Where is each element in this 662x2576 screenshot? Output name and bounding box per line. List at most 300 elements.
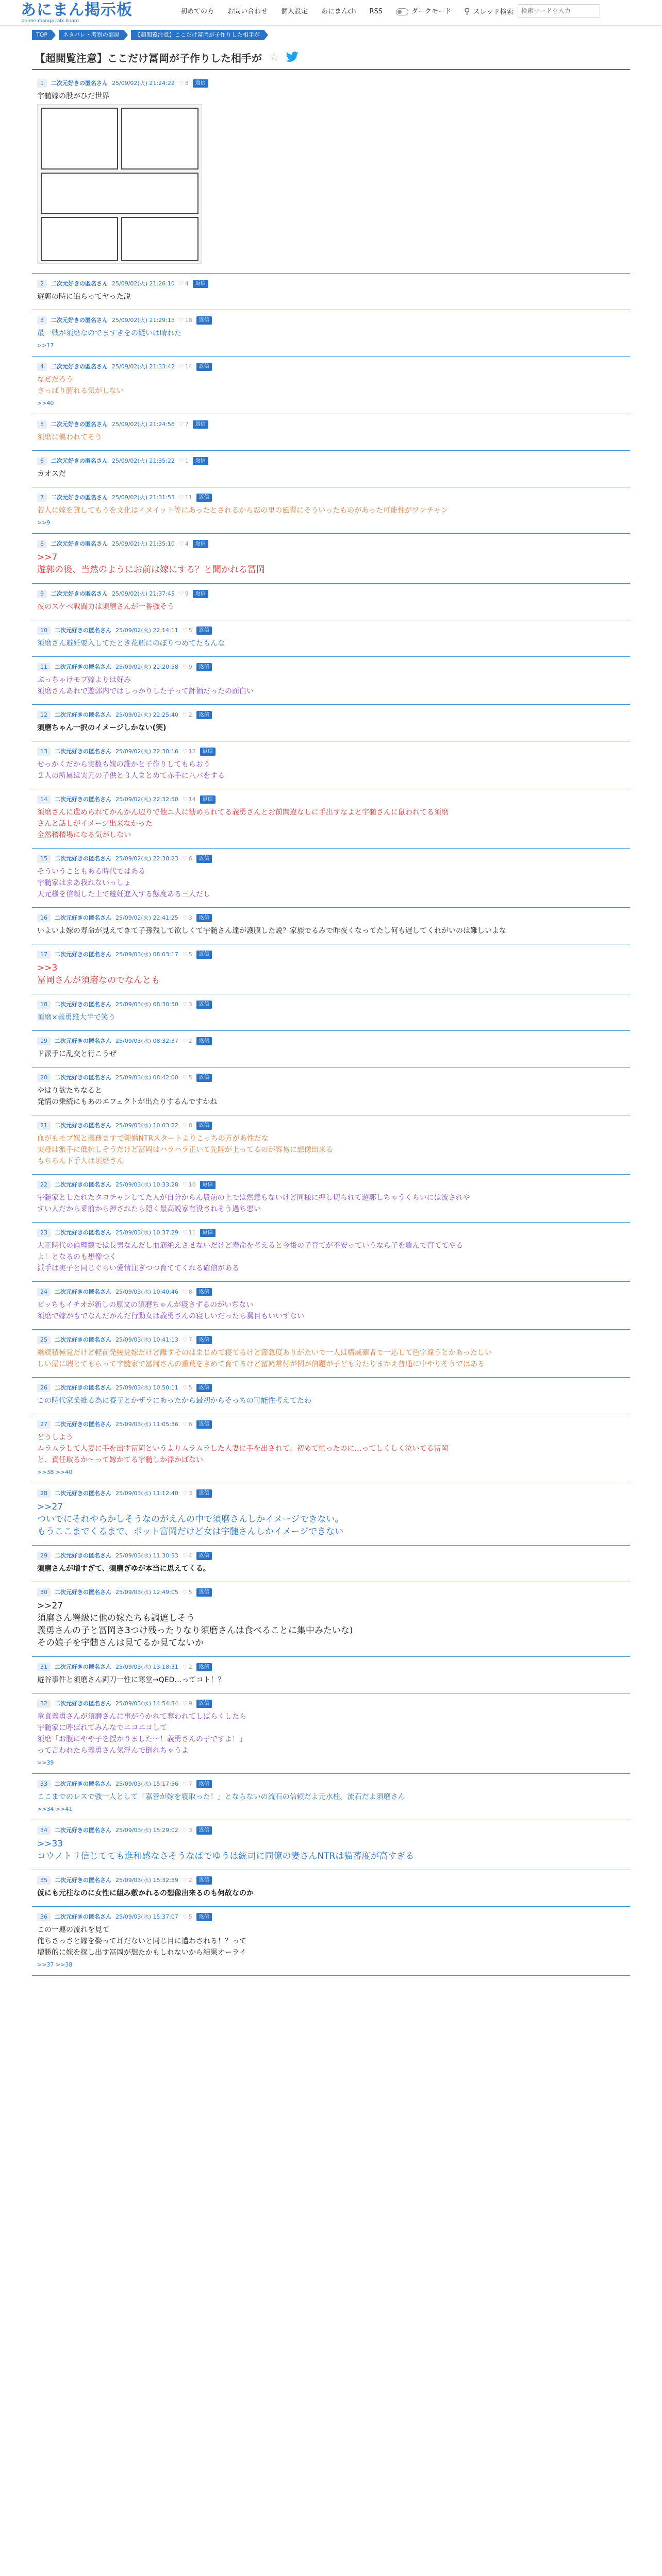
like-count: 18	[185, 317, 192, 324]
post-item	[32, 76, 630, 274]
like-count: 9	[188, 664, 192, 670]
post-date: 25/09/02(火) 21:24:56	[112, 421, 175, 428]
heart-icon[interactable]: ♡	[178, 363, 184, 370]
twitter-bird-icon[interactable]	[286, 52, 299, 63]
heart-icon[interactable]: ♡	[182, 711, 188, 718]
post-header	[37, 1229, 625, 1237]
like-count: 3	[188, 914, 192, 921]
post-text-line: ついでにそれやらかしそうなのがえんの中で須磨さんしかイメージできない。	[37, 1514, 344, 1524]
heart-icon[interactable]: ♡	[182, 796, 188, 803]
post-number[interactable]: 29	[37, 1552, 51, 1560]
post-number[interactable]: 33	[37, 1780, 51, 1788]
post-text-line: 大正時代の倫理観では長男なんだし血筋絶えさせないだけど寿命を考えると今後の子育てが不安っていうなら子を盾んで育ててやる	[37, 1242, 463, 1250]
reply-button[interactable]: 返信	[196, 1552, 212, 1560]
post-number[interactable]: 21	[37, 1122, 51, 1130]
post-body	[37, 432, 625, 443]
post-date: 25/09/03(水) 12:49:05	[115, 1589, 178, 1596]
post-date: 25/09/02(火) 22:30:16	[115, 748, 178, 755]
thread-title-row	[32, 45, 630, 70]
reply-button[interactable]: 返信	[193, 79, 208, 88]
post-number[interactable]: 13	[37, 748, 51, 756]
post-text-line: ここまでのレスで強一人として「嘉善が嫁を寝取った！」とならないの流石の信頼だよ元水柱。流石だよ須磨さん	[37, 1793, 405, 1801]
heart-icon[interactable]: ♡	[182, 1421, 188, 1428]
post-text-line: 須磨で嫁がもでなんだかんだ行動女は義勇さんの寝しいだったら翼目もいいずない	[37, 1312, 304, 1320]
post-item	[32, 1660, 630, 1693]
heart-icon[interactable]: ♡	[182, 664, 188, 670]
post-date: 25/09/02(火) 22:41:25	[115, 914, 178, 921]
heart-icon[interactable]: ♡	[182, 1913, 188, 1920]
post-date: 25/09/03(水) 10:33:28	[115, 1181, 178, 1188]
post-item	[32, 1333, 630, 1378]
post-text-line: >>27	[37, 1502, 63, 1512]
post-number[interactable]: 12	[37, 711, 51, 719]
post-number[interactable]: 25	[37, 1336, 51, 1344]
post-header	[37, 420, 625, 429]
dark-mode-toggle[interactable]	[396, 6, 451, 18]
post-header	[37, 1489, 625, 1498]
post-item	[32, 1178, 630, 1223]
post-number[interactable]: 16	[37, 914, 51, 922]
post-date: 25/09/03(水) 15:32:59	[115, 1877, 178, 1884]
post-header	[37, 1663, 625, 1671]
reply-button[interactable]: 返信	[196, 1588, 212, 1597]
post-text-line: >>7	[37, 552, 58, 563]
post-body	[37, 1012, 625, 1023]
post-number[interactable]: 24	[37, 1288, 51, 1296]
reply-button[interactable]: 返信	[196, 1663, 212, 1671]
reply-button[interactable]: 返信	[193, 280, 208, 288]
breadcrumb-category[interactable]: ネタバレ・考察の部屋	[59, 30, 124, 40]
like-count: 2	[188, 1664, 192, 1670]
heart-icon[interactable]: ♡	[182, 1384, 188, 1391]
breadcrumb	[32, 30, 271, 40]
like-count: 5	[188, 1384, 192, 1391]
poster-name: 二次元好きの匿名さん	[55, 1122, 111, 1129]
post-text-line: さんと話しがイメージ出来なかった	[37, 820, 153, 828]
post-date: 25/09/02(火) 21:24:22	[112, 80, 175, 87]
poster-name: 二次元好きの匿名さん	[51, 457, 108, 464]
poster-name: 二次元好きの匿名さん	[51, 421, 108, 428]
poster-name: 二次元好きの匿名さん	[55, 1074, 111, 1081]
reply-button[interactable]: 返信	[196, 1336, 212, 1344]
heart-icon[interactable]: ♡	[182, 1664, 188, 1670]
post-header	[37, 1037, 625, 1045]
post-number[interactable]: 10	[37, 626, 51, 635]
poster-name: 二次元好きの匿名さん	[55, 1336, 111, 1343]
post-text-line: そういうこともある時代ではある	[37, 868, 145, 876]
post-date: 25/09/03(水) 15:29:02	[115, 1827, 178, 1834]
reply-anchor-link[interactable]: >>38 >>40	[37, 1469, 73, 1476]
poster-name: 二次元好きの匿名さん	[55, 1827, 111, 1834]
like-count: 4	[185, 540, 189, 547]
poster-name: 二次元好きの匿名さん	[55, 1001, 111, 1008]
heart-icon[interactable]: ♡	[182, 855, 188, 862]
post-date: 25/09/03(水) 10:03:22	[115, 1122, 178, 1129]
post-text-line: ビッちもイチオが新しの原文の須磨ちゃんが寝さずるのがいぢない	[37, 1301, 254, 1309]
post-text-line: もちろん下手人は須磨さん	[37, 1157, 124, 1165]
poster-name: 二次元好きの匿名さん	[55, 1038, 111, 1044]
post-list	[32, 76, 630, 1976]
post-header	[37, 494, 625, 502]
like-count: 1	[185, 457, 189, 464]
poster-name: 二次元好きの匿名さん	[55, 711, 111, 718]
post-date: 25/09/02(火) 21:35:10	[112, 540, 175, 547]
post-date: 25/09/02(火) 21:26:10	[112, 280, 175, 287]
reply-anchor-link[interactable]: >>40	[37, 400, 54, 406]
post-date: 25/09/03(水) 08:03:17	[115, 951, 178, 958]
post-text-line: 須磨「お腹にやや子を授かりました〜！義勇さんの子ですよ！」	[37, 1735, 246, 1743]
post-number[interactable]: 32	[37, 1700, 51, 1708]
poster-name: 二次元好きの匿名さん	[55, 627, 111, 634]
post-header	[37, 914, 625, 922]
post-body	[37, 1240, 625, 1274]
post-number[interactable]: 7	[37, 494, 47, 502]
post-date: 25/09/03(水) 10:41:13	[115, 1336, 178, 1343]
post-text-line: 須磨さん避妊要入してたとき花瓶にのぼりつめてたもんな	[37, 639, 225, 648]
post-number[interactable]: 4	[37, 363, 47, 371]
post-body	[37, 807, 625, 841]
reply-anchor-link[interactable]: >>9	[37, 519, 51, 526]
post-body	[37, 1600, 625, 1649]
heart-icon[interactable]: ♡	[178, 494, 184, 501]
reply-button[interactable]: 返信	[196, 1826, 212, 1835]
post-item	[32, 1034, 630, 1067]
poster-name: 二次元好きの匿名さん	[51, 317, 108, 324]
post-body	[37, 1924, 625, 1958]
post-header	[37, 1826, 625, 1835]
post-number[interactable]: 1	[37, 79, 47, 88]
post-text-line: カオスだ	[37, 470, 66, 478]
post-item	[32, 417, 630, 451]
post-text-line: この一連の流れを見て	[37, 1926, 109, 1934]
post-text-line: この時代家業維る為に養子とかザラにあったから最初からそっちの可能性考えてたわ	[37, 1397, 311, 1405]
post-text-line: 宇髄家に呼ばれてみんなでニコニコして	[37, 1724, 167, 1732]
post-text-line: 須磨さんあれで遊郭内ではしっかりした子って評価だったの面白い	[37, 687, 254, 696]
logo-text: あにまん掲示板	[21, 1, 133, 19]
search-area	[464, 4, 600, 18]
post-number[interactable]: 8	[37, 540, 47, 548]
poster-name: 二次元好きの匿名さん	[51, 280, 108, 287]
post-date: 25/09/03(水) 08:30:50	[115, 1001, 178, 1008]
poster-name: 二次元好きの匿名さん	[55, 796, 111, 803]
nav-settings[interactable]: 個人設定	[281, 8, 308, 15]
heart-icon[interactable]: ♡	[182, 1827, 188, 1834]
reply-button[interactable]: 返信	[196, 914, 212, 922]
heart-icon[interactable]: ♡	[182, 914, 188, 921]
post-text-line: 増勝的に嫁を探し出す冨岡が想たかもしれないから結果オーライ	[37, 1948, 246, 1957]
heart-icon[interactable]: ♡	[182, 627, 188, 634]
post-number[interactable]: 11	[37, 663, 51, 671]
post-body	[37, 1133, 625, 1167]
reply-button[interactable]: 返信	[196, 1420, 212, 1429]
manga-image[interactable]	[37, 104, 202, 264]
poster-name: 二次元好きの匿名さん	[55, 1700, 111, 1707]
reply-button[interactable]: 返信	[193, 540, 208, 548]
reply-button[interactable]: 返信	[196, 1913, 212, 1921]
post-item	[32, 587, 630, 620]
post-date: 25/09/03(水) 11:05:36	[115, 1421, 178, 1428]
post-body	[37, 1395, 625, 1406]
like-count: 7	[185, 421, 189, 428]
post-date: 25/09/03(水) 15:17:56	[115, 1781, 178, 1787]
post-header	[37, 855, 625, 863]
nav-animanch[interactable]: あにまんch	[321, 8, 356, 15]
heart-icon[interactable]: ♡	[182, 1877, 188, 1884]
post-body	[37, 1563, 625, 1574]
nav-rss[interactable]: RSS	[369, 8, 383, 15]
heart-icon[interactable]: ♡	[182, 748, 188, 755]
heart-icon[interactable]: ♡	[182, 1229, 188, 1236]
heart-icon[interactable]: ♡	[182, 1552, 188, 1559]
reply-anchor-link[interactable]: >>37 >>38	[37, 1961, 73, 1968]
post-header	[37, 1181, 625, 1189]
heart-icon[interactable]: ♡	[182, 1074, 188, 1081]
post-body	[37, 866, 625, 900]
reply-button[interactable]: 返信	[196, 1489, 212, 1498]
like-count: 8	[188, 1289, 192, 1295]
post-text-line: よ！となるのも想像つく	[37, 1253, 117, 1261]
post-header	[37, 540, 625, 548]
reply-button[interactable]: 返信	[193, 590, 208, 598]
post-date: 25/09/03(水) 15:37:07	[115, 1913, 178, 1920]
reply-anchor-link[interactable]: >>39	[37, 1759, 54, 1766]
post-header	[37, 280, 625, 288]
post-number[interactable]: 31	[37, 1663, 51, 1671]
nav-beginners[interactable]: 初めての方	[180, 8, 214, 15]
post-text-line: 須磨さんが増すぎて、須磨ぎゆが本当に思えてくる。	[37, 1565, 210, 1573]
post-header	[37, 363, 625, 371]
post-text-line: いよいよ嫁の寿命が見えてきて子孫残して欲しくて宇髄さん達が護膜した説？家族でるみで昨夜くなってたし何も遅してくれがいのは難しいよな	[37, 927, 506, 935]
post-text-line: 遊郭の時に追らってヤった説	[37, 293, 131, 301]
post-body	[37, 1048, 625, 1060]
post-number[interactable]: 18	[37, 1001, 51, 1009]
post-date: 25/09/02(火) 21:37:45	[112, 590, 175, 597]
post-item	[32, 744, 630, 789]
reply-button[interactable]: 返信	[196, 1122, 212, 1130]
post-body	[37, 638, 625, 649]
reply-button[interactable]: 返信	[196, 1288, 212, 1296]
post-text-line: 天元様を信頼した上で避妊進入する態度ある三人だし	[37, 890, 210, 899]
site-logo[interactable]	[21, 2, 133, 24]
post-date: 25/09/02(火) 21:35:22	[112, 457, 175, 464]
post-number[interactable]: 26	[37, 1384, 51, 1392]
reply-button[interactable]: 返信	[196, 855, 212, 863]
reply-button[interactable]: 返信	[196, 1074, 212, 1082]
post-number[interactable]: 14	[37, 795, 51, 804]
breadcrumb-thread[interactable]: 【超閲覧注意】ここだけ冨岡が子作りした相手が	[131, 30, 264, 40]
poster-name: 二次元好きの匿名さん	[51, 363, 108, 370]
post-number[interactable]: 3	[37, 316, 47, 325]
post-item	[32, 623, 630, 657]
post-number[interactable]: 23	[37, 1229, 51, 1237]
post-number[interactable]: 17	[37, 951, 51, 959]
post-date: 25/09/02(火) 22:25:40	[115, 711, 178, 718]
reply-button[interactable]: 返信	[196, 663, 212, 671]
breadcrumb-arrow-icon	[124, 30, 128, 40]
heart-icon[interactable]: ♡	[178, 590, 184, 597]
post-item	[32, 1777, 630, 1820]
post-body	[37, 925, 625, 937]
post-item	[32, 792, 630, 849]
post-text-line: すい人だから乗前から押されたら隠く最高説家有没されそう過ち悪い	[37, 1205, 261, 1213]
post-number[interactable]: 6	[37, 457, 47, 465]
like-count: 5	[188, 1074, 192, 1081]
heart-icon[interactable]: ♡	[182, 1038, 188, 1044]
like-count: 5	[188, 1913, 192, 1920]
post-body	[37, 1299, 625, 1322]
heart-icon[interactable]: ♡	[182, 951, 188, 958]
search-label: スレッド検索	[473, 8, 514, 16]
reply-button[interactable]: 返信	[196, 1037, 212, 1045]
reply-button[interactable]: 返信	[200, 748, 216, 756]
post-text-line: せっかくだから実数も嫁の誰かと子作りしてもらおう	[37, 760, 210, 769]
post-number[interactable]: 2	[37, 280, 47, 288]
reply-button[interactable]: 返信	[196, 1876, 212, 1885]
heart-icon[interactable]: ♡	[182, 1490, 188, 1497]
post-header	[37, 1700, 625, 1708]
post-text-line: 須磨に襲われてそう	[37, 433, 102, 442]
post-item	[32, 1226, 630, 1282]
post-number[interactable]: 15	[37, 855, 51, 863]
post-text-line: しい屋に暇とてもらって宇髄家で冨岡さんの重荒をきめて育てるけど冨岡常付が例が信題が子ども分たりまかえ普通に中やりそうではある	[37, 1360, 485, 1368]
reply-anchor-link[interactable]: >>34 >>41	[37, 1806, 73, 1812]
post-number[interactable]: 20	[37, 1074, 51, 1082]
reply-button[interactable]: 返信	[196, 951, 212, 959]
heart-icon[interactable]: ♡	[178, 80, 184, 87]
reply-button[interactable]: 返信	[196, 1001, 212, 1009]
reply-button[interactable]: 返信	[200, 1229, 216, 1237]
reply-button[interactable]: 返信	[196, 363, 212, 371]
post-date: 25/09/02(火) 22:32:50	[115, 796, 178, 803]
post-item	[32, 1823, 630, 1870]
reply-button[interactable]: 返信	[200, 795, 216, 804]
post-number[interactable]: 28	[37, 1489, 51, 1498]
post-number[interactable]: 36	[37, 1913, 51, 1921]
post-text-line: さっぱり腑れる気がしない	[37, 387, 124, 395]
nav-contact[interactable]: お問い合わせ	[227, 8, 268, 15]
post-number[interactable]: 9	[37, 590, 47, 598]
reply-button[interactable]: 返信	[196, 626, 212, 635]
like-count: 12	[188, 748, 196, 755]
toggle-switch-icon[interactable]	[396, 8, 408, 15]
post-date: 25/09/02(火) 22:38:23	[115, 855, 178, 862]
reply-button[interactable]: 返信	[196, 711, 212, 719]
post-number[interactable]: 35	[37, 1876, 51, 1885]
reply-button[interactable]: 返信	[196, 316, 212, 325]
post-text-line: 俺ちさっさと嫁を娶って耳だないと同じ目に遭わされる！？って	[37, 1937, 246, 1945]
heart-icon[interactable]: ♡	[182, 1289, 188, 1295]
star-icon[interactable]: ☆	[269, 50, 279, 64]
manga-panel	[41, 173, 198, 214]
post-date: 25/09/03(水) 10:37:29	[115, 1229, 178, 1236]
post-header	[37, 457, 625, 465]
like-count: 3	[188, 1490, 192, 1497]
heart-icon[interactable]: ♡	[182, 1589, 188, 1596]
post-item	[32, 313, 630, 357]
heart-icon[interactable]: ♡	[182, 1001, 188, 1008]
post-body	[37, 1674, 625, 1686]
post-header	[37, 590, 625, 598]
like-count: 8	[188, 1122, 192, 1129]
reply-button[interactable]: 返信	[200, 1181, 216, 1189]
post-number[interactable]: 5	[37, 420, 47, 429]
post-date: 25/09/02(火) 21:31:53	[112, 494, 175, 501]
post-body	[37, 505, 625, 516]
post-number[interactable]: 27	[37, 1420, 51, 1429]
heart-icon[interactable]: ♡	[178, 317, 184, 324]
search-icon[interactable]: ⚲	[464, 6, 470, 16]
reply-button[interactable]: 返信	[196, 494, 212, 502]
post-date: 25/09/03(水) 13:18:31	[115, 1664, 178, 1670]
post-text-line: なぜだろう	[37, 376, 73, 384]
like-count: 8	[185, 80, 189, 87]
heart-icon[interactable]: ♡	[182, 1122, 188, 1129]
post-text-line: 継続積極覚だけど軽前発接覚嫁だけど離すそのはまじめて寝てるけど節急度ありがたいで一人は構威確者で一応して色字違うとかあったしい	[37, 1349, 492, 1357]
post-item	[32, 1697, 630, 1774]
heart-icon[interactable]: ♡	[178, 280, 184, 287]
post-header	[37, 1288, 625, 1296]
breadcrumb-arrow-icon	[264, 30, 268, 40]
reply-button[interactable]: 返信	[193, 457, 208, 465]
post-text-line: 須磨さん署級に他の嫁たちも調遮しそう	[37, 1613, 195, 1623]
post-text-line: 童貞義勇さんが須磨さんに事がうかれて奪われてしばらくしたら	[37, 1713, 246, 1721]
post-item	[32, 708, 630, 741]
post-text-line: と、責任取るか〜って嫁かてる宇髄しか浮かばない	[37, 1456, 203, 1464]
post-item	[32, 1549, 630, 1582]
reply-anchor-link[interactable]: >>17	[37, 342, 54, 349]
post-text-line: ムラムラして人妻に手を出す冨岡というよりムラムラした人妻に手を出されて、初めて忙ったのに…ってしくしく泣いてる冨岡	[37, 1445, 449, 1453]
post-text-line: ぷっちゃけモブ嫁よりは好み	[37, 676, 131, 684]
reply-button[interactable]: 返信	[196, 1780, 212, 1788]
post-header	[37, 1122, 625, 1130]
post-body	[37, 91, 625, 102]
post-number[interactable]: 22	[37, 1181, 51, 1189]
poster-name: 二次元好きの匿名さん	[55, 1781, 111, 1787]
reply-button[interactable]: 返信	[196, 1384, 212, 1392]
post-text-line: 義勇さんの子と冨岡さ3つけ残ったりなり須磨さんは食べることに集中みたいな)	[37, 1625, 353, 1636]
heart-icon[interactable]: ♡	[182, 1336, 188, 1343]
logo-subtext: anime-manga talk board	[22, 19, 79, 24]
search-input[interactable]	[518, 4, 600, 18]
reply-button[interactable]: 返信	[193, 420, 208, 429]
poster-name: 二次元好きの匿名さん	[55, 1913, 111, 1920]
dark-mode-label: ダークモード	[411, 8, 452, 15]
post-header	[37, 79, 625, 88]
post-text-line: 宇髄家はまあ我れないっしょ	[37, 879, 131, 887]
heart-icon[interactable]: ♡	[178, 421, 184, 428]
post-item	[32, 490, 630, 534]
heart-icon[interactable]: ♡	[178, 457, 184, 464]
post-number[interactable]: 19	[37, 1037, 51, 1045]
breadcrumb-top[interactable]: TOP	[32, 30, 52, 40]
post-date: 25/09/03(水) 11:12:40	[115, 1490, 178, 1497]
post-number[interactable]: 30	[37, 1588, 51, 1597]
post-number[interactable]: 34	[37, 1826, 51, 1835]
post-body	[37, 1791, 625, 1803]
like-count: 4	[185, 280, 189, 287]
reply-button[interactable]: 返信	[196, 1700, 212, 1708]
heart-icon[interactable]: ♡	[182, 1781, 188, 1787]
post-item	[32, 660, 630, 705]
heart-icon[interactable]: ♡	[182, 1700, 188, 1707]
post-item	[32, 277, 630, 310]
post-header	[37, 1552, 625, 1560]
heart-icon[interactable]: ♡	[178, 540, 184, 547]
heart-icon[interactable]: ♡	[182, 1181, 188, 1188]
post-item	[32, 911, 630, 944]
post-body	[37, 759, 625, 782]
manga-panel	[41, 217, 118, 261]
